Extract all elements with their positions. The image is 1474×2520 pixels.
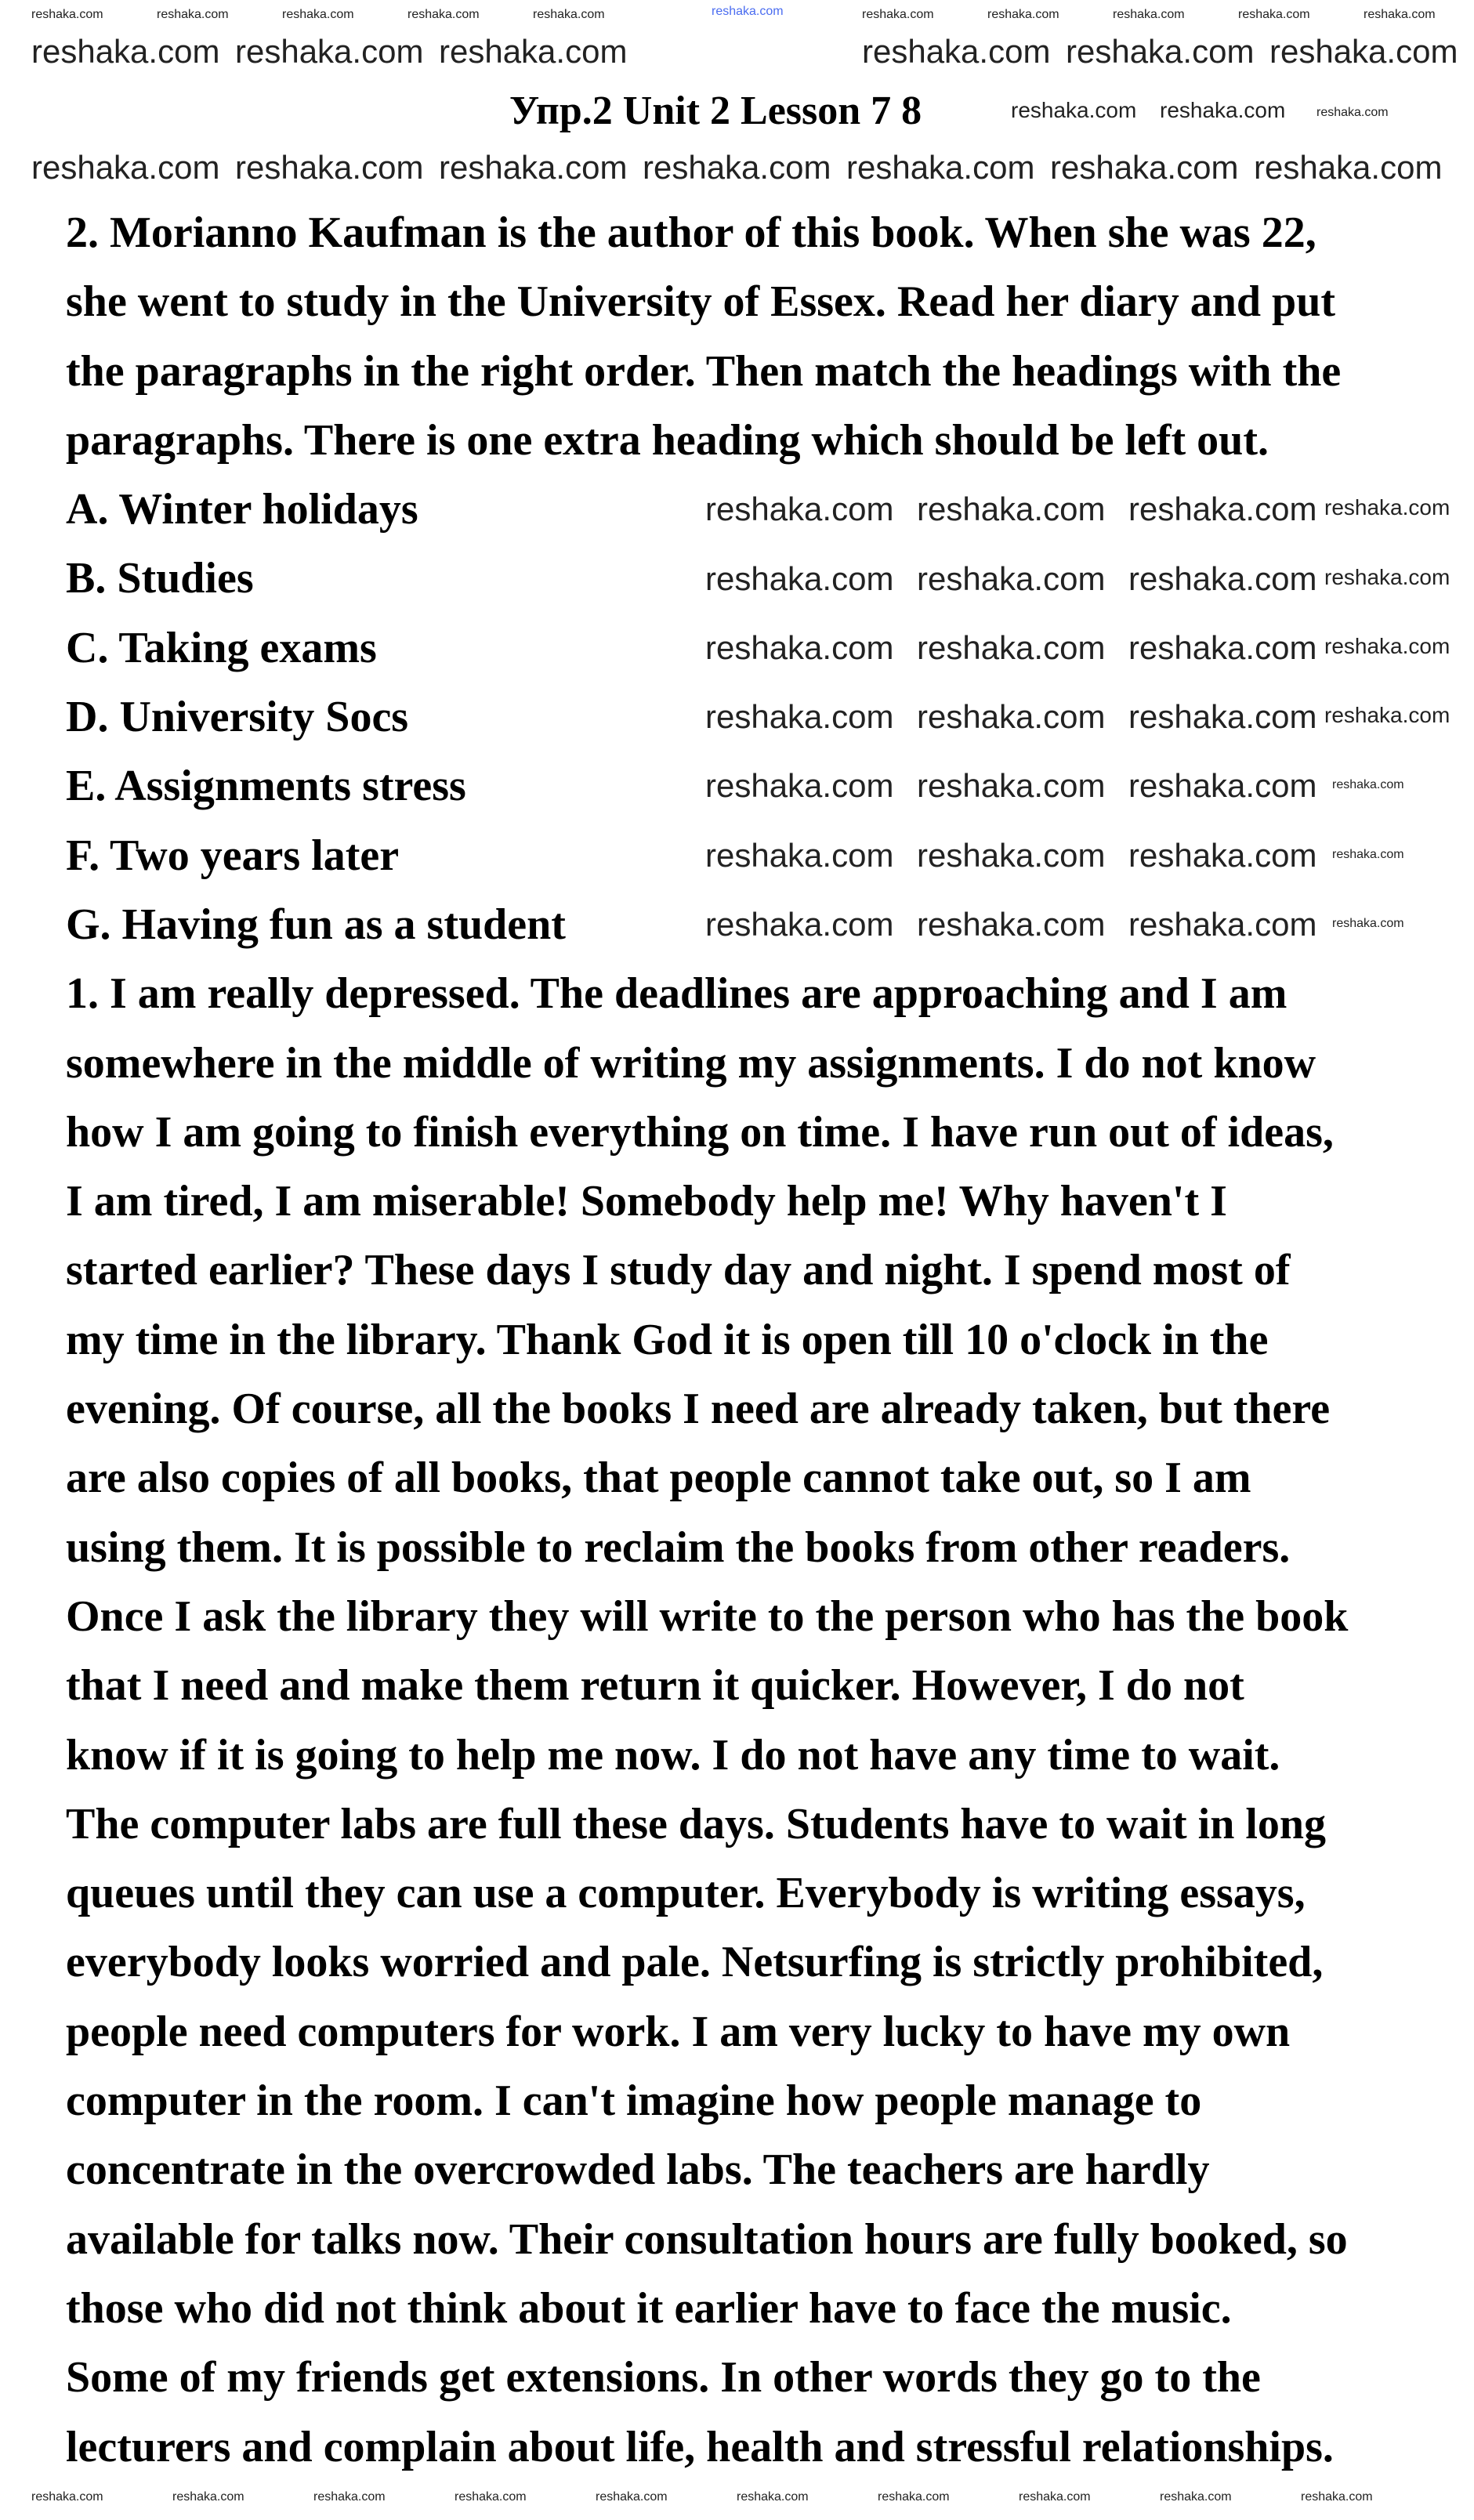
watermark: reshaka.com: [705, 906, 894, 943]
paragraph-line: Once I ask the library they will write to the person who has the book: [66, 1591, 1349, 1641]
paragraph-line: available for talks now. Their consultation hours are fully booked, so: [66, 2214, 1348, 2264]
watermark: reshaka.com: [862, 8, 934, 21]
watermark: reshaka.com: [1128, 906, 1317, 943]
watermark: reshaka.com: [1066, 33, 1255, 70]
watermark: reshaka.com: [439, 33, 628, 70]
watermark: reshaka.com: [439, 149, 628, 186]
watermark: reshaka.com: [1019, 2490, 1091, 2504]
watermark: reshaka.com: [313, 2490, 386, 2504]
paragraph-line: people need computers for work. I am very lucky to have my own: [66, 2007, 1291, 2056]
watermark: reshaka.com: [172, 2490, 244, 2504]
watermark: reshaka.com: [987, 8, 1059, 21]
watermark: reshaka.com: [1128, 560, 1317, 597]
watermark: reshaka.com: [1128, 491, 1317, 527]
watermark: reshaka.com: [1128, 698, 1317, 735]
instruction-line: 2. Morianno Kaufman is the author of this book. When she was 22,: [66, 208, 1316, 257]
paragraph-line: everybody looks worried and pale. Netsurfing is strictly prohibited,: [66, 1938, 1324, 1987]
paragraph-line: evening. Of course, all the books I need are already taken, but there: [66, 1385, 1331, 1434]
watermark: reshaka.com: [705, 560, 894, 597]
watermark: reshaka.com: [878, 2490, 950, 2504]
watermark: reshaka.com: [31, 2490, 103, 2504]
watermark: reshaka.com: [1254, 149, 1443, 186]
watermark: reshaka.com: [235, 33, 424, 70]
paragraph-line: concentrate in the overcrowded labs. The teachers are hardly: [66, 2145, 1210, 2195]
watermark: reshaka.com: [1332, 848, 1404, 861]
paragraph-line: started earlier? These days I study day and night. I spend most of: [66, 1246, 1291, 1295]
paragraph-line: 1. I am really depressed. The deadlines are approaching and I am: [66, 969, 1287, 1019]
document-body: [66, 198, 1429, 2482]
watermark: reshaka.com: [1238, 8, 1310, 21]
paragraph-line: those who did not think about it earlier have to face the music.: [66, 2283, 1232, 2333]
watermark: reshaka.com: [705, 837, 894, 874]
paragraph-line: my time in the library. Thank God it is open till 10 o'clock in the: [66, 1315, 1269, 1364]
watermark: reshaka.com: [157, 8, 229, 21]
watermark: reshaka.com: [455, 2490, 527, 2504]
heading-option: F. Two years later: [66, 831, 400, 880]
watermark: reshaka.com: [407, 8, 480, 21]
paragraph-line: that I need and make them return it quicker. However, I do not: [66, 1661, 1244, 1711]
heading-option: C. Taking exams: [66, 623, 377, 672]
watermark: reshaka.com: [1113, 8, 1185, 21]
paragraph-line: The computer labs are full these days. Students have to wait in long: [66, 1799, 1327, 1848]
watermark: reshaka.com: [1160, 2490, 1232, 2504]
instruction-line: the paragraphs in the right order. Then match the headings with the: [66, 346, 1342, 396]
instruction-line: paragraphs. There is one extra heading which should be left out.: [66, 415, 1269, 465]
watermark: reshaka.com: [705, 491, 894, 527]
watermark: reshaka.com: [917, 698, 1106, 735]
watermark: reshaka.com: [596, 2490, 668, 2504]
watermark: reshaka.com: [705, 629, 894, 666]
watermark: reshaka.com: [917, 560, 1106, 597]
watermark: reshaka.com: [1316, 106, 1389, 119]
watermark: reshaka.com: [1011, 98, 1137, 122]
watermark: reshaka.com: [1301, 2490, 1373, 2504]
heading-option: A. Winter holidays: [66, 485, 418, 534]
watermark: reshaka.com: [1324, 495, 1450, 520]
watermark: reshaka.com: [1160, 98, 1286, 122]
watermark: reshaka.com: [282, 8, 354, 21]
watermark: reshaka.com: [1128, 629, 1317, 666]
page-title: Упр.2 Unit 2 Lesson 7 8: [509, 89, 922, 133]
watermark: reshaka.com: [917, 837, 1106, 874]
watermark: reshaka.com: [31, 8, 103, 21]
paragraph-line: lecturers and complain about life, health and stressful relationships.: [66, 2422, 1334, 2471]
heading-option: D. University Socs: [66, 693, 409, 742]
watermark: reshaka.com: [1269, 33, 1458, 70]
watermark: reshaka.com: [917, 629, 1106, 666]
watermark: reshaka.com: [917, 906, 1106, 943]
watermark: reshaka.com: [1324, 565, 1450, 589]
watermark: reshaka.com: [846, 149, 1035, 186]
watermark: reshaka.com: [737, 2490, 809, 2504]
watermark: reshaka.com: [643, 149, 831, 186]
paragraph-line: queues until they can use a computer. Everybody is writing essays,: [66, 1869, 1306, 1918]
watermark: reshaka.com: [712, 5, 784, 18]
paragraph-line: Some of my friends get extensions. In other words they go to the: [66, 2353, 1261, 2402]
paragraph-line: using them. It is possible to reclaim the books from other readers.: [66, 1522, 1291, 1572]
watermark: reshaka.com: [1332, 917, 1404, 930]
watermark: reshaka.com: [862, 33, 1051, 70]
watermark: reshaka.com: [235, 149, 424, 186]
watermark: reshaka.com: [1324, 703, 1450, 727]
paragraph-line: are also copies of all books, that people cannot take out, so I am: [66, 1454, 1251, 1503]
heading-option: B. Studies: [66, 554, 254, 603]
watermark: reshaka.com: [917, 491, 1106, 527]
paragraph-line: know if it is going to help me now. I do not have any time to wait.: [66, 1730, 1280, 1780]
watermark: reshaka.com: [1050, 149, 1239, 186]
paragraph-line: computer in the room. I can't imagine how people manage to: [66, 2076, 1202, 2126]
instruction-line: she went to study in the University of Essex. Read her diary and put: [66, 277, 1335, 327]
heading-option: E. Assignments stress: [66, 762, 466, 811]
watermark: reshaka.com: [1364, 8, 1436, 21]
watermark: reshaka.com: [917, 767, 1106, 804]
watermark: reshaka.com: [705, 698, 894, 735]
heading-option: G. Having fun as a student: [66, 900, 566, 949]
watermark: reshaka.com: [31, 33, 220, 70]
paragraph-line: I am tired, I am miserable! Somebody help me! Why haven't I: [66, 1177, 1227, 1226]
paragraph-line: somewhere in the middle of writing my assignments. I do not know: [66, 1038, 1316, 1088]
watermark: reshaka.com: [1332, 778, 1404, 791]
watermark: reshaka.com: [1128, 837, 1317, 874]
watermark: reshaka.com: [31, 149, 220, 186]
watermark: reshaka.com: [705, 767, 894, 804]
watermark: reshaka.com: [1324, 634, 1450, 658]
watermark: reshaka.com: [533, 8, 605, 21]
paragraph-line: how I am going to finish everything on time. I have run out of ideas,: [66, 1107, 1334, 1157]
watermark: reshaka.com: [1128, 767, 1317, 804]
